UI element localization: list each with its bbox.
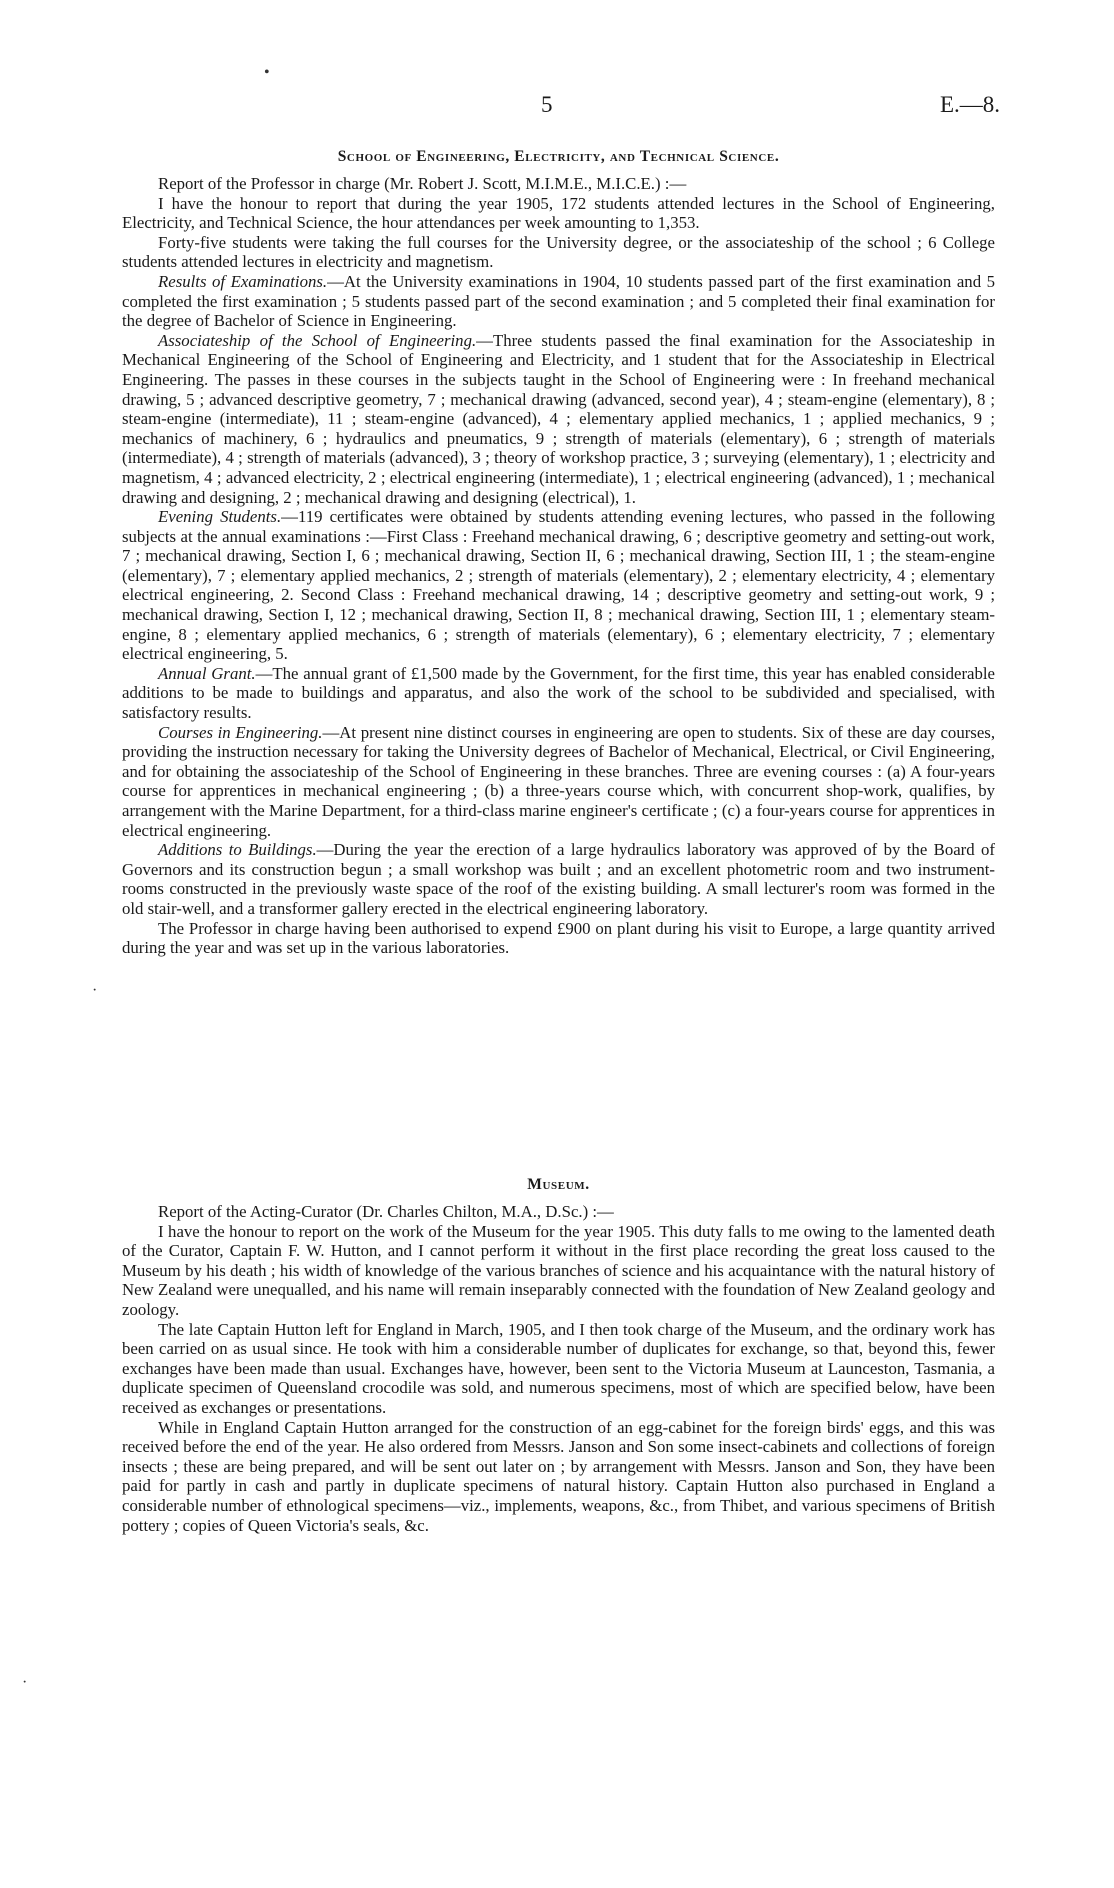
paragraph: Courses in Engineering.—At present nine distinct courses in engineering are open to students. Six of these are day courses, providing the instruction necessary for taking the University degrees of Bachelor of Mechanical, Electrical, or Civil Engineering, and for obtaining the associateship of the School of Engineering in these branches. Three are evening courses : (a) A four-years course for apprentices in mechanical engineering ; (b) a three-years course which, with concurrent shop-work, qualifies, by arrangement with the Marine Department, for a third-class marine engineer's certificate ; (c) a four-years course for apprentices in electrical engineering. (122, 722, 996, 840)
paragraph-lead: Evening Students. (158, 507, 282, 527)
print-speck: · (92, 982, 98, 999)
print-speck: • (264, 64, 270, 81)
paragraph-lead: Courses in Engineering. (158, 722, 323, 742)
page-number: 5 (541, 92, 553, 117)
document-reference: E.—8. (940, 92, 1001, 117)
paragraph-lead: Additions to Buildings. (158, 840, 317, 860)
paragraph: Annual Grant.—The annual grant of £1,500 made by the Government, for the first time, this year has enabled considerable additions to be made to buildings and apparatus, and also the work of the school to be subdivided and specialised, with satisfactory results. (122, 663, 995, 723)
print-speck: · (22, 1674, 28, 1691)
paragraph: I have the honour to report that during the year 1905, 172 students attended lectures in the School of Engineering, Electricity, and Technical Science, the hour attendances per week amounting to 1,353. (122, 193, 995, 233)
paragraph: Associateship of the School of Engineering.—Three students passed the final examination for the Associateship in Mechanical Engineering of the School of Engineering and Electricity, and 1 student that for the Associateship in Electrical Engineering. The passes in these courses in the subjects taught in the School of Engineering were : In freehand mechanical drawing, 5 ; advanced descriptive geometry, 7 ; mechanical drawing (advanced, second year), 4 ; steam-engine (elementary), 8 ; steam-engine (intermediate), 11 ; steam-engine (advanced), 4 ; elementary applied mechanics, 1 ; applied mechanics, 9 ; mechanics of machinery, 6 ; hydraulics and pneumatics, 9 ; strength of materials (elementary), 6 ; strength of materials (intermediate), 4 ; strength of materials (advanced), 3 ; theory of workshop practice, 3 ; surveying (elementary), 1 ; electricity and magnetism, 4 ; advanced electricity, 2 ; electrical engineering (intermediate), 1 ; electrical engineering (advanced), 1 ; mechanical drawing and designing, 2 ; mechanical drawing and designing (electrical), 1. (122, 330, 995, 507)
paragraph: Forty-five students were taking the full courses for the University degree, or the associateship of the school ; 6 College students attended lectures in electricity and magnetism. (122, 232, 995, 272)
paragraph: The Professor in charge having been authorised to expend £900 on plant during his visit to Europe, a large quantity arrived during the year and was set up in the various laboratories. (122, 918, 995, 958)
paragraph: Additions to Buildings.—During the year the erection of a large hydraulics laboratory was approved of by the Board of Governors and its construction begun ; a small workshop was built ; and an excellent photometric room and two instrument-rooms constructed in the previously waste space of the roof of the existing building. A small lecturer's room was formed in the old stair-well, and a transformer gallery erected in the electrical engineering laboratory. (122, 840, 995, 918)
paragraph: Report of the Acting-Curator (Dr. Charles Chilton, M.A., D.Sc.) :— (158, 1202, 614, 1221)
paragraph-lead: Results of Examinations. (158, 271, 328, 291)
paragraph: Results of Examinations.—At the University examinations in 1904, 10 students passed part of the first examination and 5 completed the first examination ; 5 students passed part of the second examination ; and 5 completed their final examination for the degree of Bachelor of Science in Engineering. (122, 271, 996, 331)
paragraph: While in England Captain Hutton arranged for the construction of an egg-cabinet for the foreign birds' eggs, and this was received before the end of the year. He also ordered from Messrs. Janson and Son some insect-cabinets and collections of foreign insects ; these are being prepared, and will be sent out later on ; by arrangement with Messrs. Janson and Son, they have been paid for partly in cash and partly in duplicate specimens of natural history. Captain Hutton also purchased in England a considerable number of ethnological specimens—viz., implements, weapons, &c., from Thibet, and various specimens of British pottery ; copies of Queen Victoria's seals, &c. (122, 1417, 995, 1535)
paragraph: Report of the Professor in charge (Mr. Robert J. Scott, M.I.M.E., M.I.C.E.) :— (158, 174, 687, 193)
paragraph: The late Captain Hutton left for England in March, 1905, and I then took charge of the Museum, and the ordinary work has been carried on as usual since. He took with him a considerable number of duplicates for exchange, so that, beyond this, fewer exchanges have been made than usual. Exchanges have, however, been sent to the Victoria Museum at Launceston, Tasmania, a duplicate specimen of Queensland crocodile was sold, and numerous specimens, most of which are specified below, have been received as exchanges or presentations. (122, 1319, 995, 1417)
paragraph: Evening Students.—119 certificates were obtained by students attending evening lectures, who passed in the following subjects at the annual examinations :—First Class : Freehand mechanical drawing, 6 ; descriptive geometry and setting-out work, 7 ; mechanical drawing, Section I, 6 ; mechanical drawing, Section II, 6 ; mechanical drawing, Section III, 1 ; the steam-engine (elementary), 7 ; elementary applied mechanics, 2 ; strength of materials (elementary), 2 ; elementary electricity, 4 ; elementary electrical engineering, 2. Second Class : Freehand mechanical drawing, 14 ; descriptive geometry and setting-out work, 9 ; mechanical drawing, Section I, 12 ; mechanical drawing, Section II, 8 ; mechanical drawing, Section III, 1 ; elementary steam-engine, 8 ; elementary applied mechanics, 6 ; strength of materials (elementary), 6 ; elementary electricity, 7 ; elementary electrical engineering, 5. (122, 507, 995, 664)
paragraph-lead: Associateship of the School of Engineering. (158, 330, 477, 350)
section-engineering (122, 147, 995, 958)
section-heading: Museum. (527, 1176, 590, 1193)
section-museum (122, 1175, 995, 1535)
section-heading: School of Engineering, Electricity, and Technical Science. (337, 148, 780, 165)
paragraph: I have the honour to report on the work of the Museum for the year 1905. This duty falls to me owing to the lamented death of the Curator, Captain F. W. Hutton, and I cannot perform it without in the first place recording the great loss caused to the Museum by his death ; his width of knowledge of the various branches of science and his acquaintance with the natural history of New Zealand were unequalled, and his name will remain inseparably connected with the foundation of New Zealand geology and zoology. (122, 1221, 995, 1319)
paragraph-lead: Annual Grant. (158, 663, 256, 683)
